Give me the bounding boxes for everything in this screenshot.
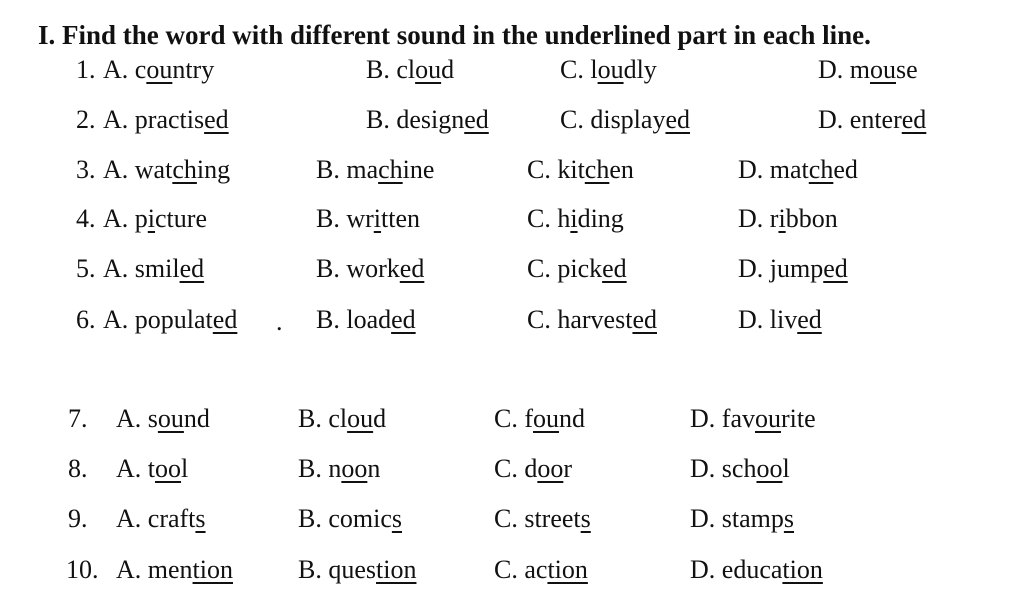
word-prefix: sch	[721, 454, 757, 483]
underlined-part: i	[373, 204, 382, 233]
option-letter: D.	[738, 254, 770, 283]
underlined-part: ch	[808, 155, 834, 184]
question-row	[0, 502, 1024, 542]
option-letter: D.	[690, 454, 722, 483]
underlined-part: oo	[341, 454, 368, 483]
answer-option[interactable]	[298, 553, 416, 587]
underlined-part: ou	[146, 55, 173, 84]
word-prefix: practis	[134, 105, 205, 134]
underlined-part: tion	[376, 555, 417, 584]
answer-option[interactable]	[690, 402, 816, 436]
question-number: 3.	[76, 155, 96, 184]
option-letter: C.	[527, 155, 558, 184]
underlined-part: ch	[172, 155, 197, 184]
answer-option[interactable]	[103, 53, 214, 87]
answer-option[interactable]	[116, 402, 210, 436]
answer-option[interactable]	[103, 103, 229, 137]
answer-option[interactable]	[116, 502, 206, 536]
option-letter: C.	[494, 404, 525, 433]
underlined-part: i	[778, 204, 786, 233]
underlined-part: ed	[391, 305, 416, 334]
answer-option[interactable]	[298, 402, 386, 436]
option-letter: A.	[116, 555, 148, 584]
option-letter: A.	[103, 305, 135, 334]
word-prefix: work	[346, 254, 400, 283]
word-prefix: enter	[849, 105, 902, 134]
word-prefix: wr	[346, 204, 374, 233]
underlined-part: ed	[399, 254, 425, 283]
option-letter: C.	[527, 254, 558, 283]
underlined-part: ed	[179, 254, 205, 283]
answer-option[interactable]	[103, 303, 237, 337]
answer-option[interactable]	[116, 452, 188, 486]
underlined-part: i	[570, 204, 578, 233]
answer-option[interactable]	[316, 202, 420, 236]
answer-option[interactable]	[103, 202, 207, 236]
word-prefix: mat	[769, 155, 809, 184]
option-letter: A.	[103, 204, 135, 233]
word-prefix: c	[134, 55, 147, 84]
underlined-part: ed	[204, 105, 229, 134]
word-prefix: display	[590, 105, 666, 134]
option-letter: C.	[527, 305, 558, 334]
word-prefix: jump	[769, 254, 824, 283]
underlined-part: ou	[597, 55, 624, 84]
underlined-part: i	[147, 204, 156, 233]
word-prefix: l	[590, 55, 598, 84]
word-prefix: h	[557, 204, 571, 233]
word-suffix: d	[441, 55, 455, 84]
word-prefix: fav	[721, 404, 755, 433]
option-letter: A.	[116, 404, 148, 433]
word-prefix: street	[524, 504, 581, 533]
answer-option[interactable]	[494, 452, 572, 486]
question-row	[0, 53, 1024, 93]
answer-option[interactable]	[690, 502, 794, 536]
option-letter: B.	[298, 555, 329, 584]
word-prefix: s	[147, 404, 158, 433]
word-prefix: comic	[328, 504, 392, 533]
question-number: 6.	[76, 305, 96, 334]
answer-option[interactable]	[818, 103, 926, 137]
option-letter: B.	[316, 305, 347, 334]
word-prefix: men	[147, 555, 193, 584]
underlined-part: ed	[797, 305, 822, 334]
question-number: 7.	[68, 404, 88, 433]
question-row	[0, 103, 1024, 143]
answer-option[interactable]	[560, 103, 690, 137]
question-number: 4.	[76, 204, 96, 233]
word-prefix: smil	[134, 254, 180, 283]
underlined-part: s	[195, 504, 206, 533]
word-prefix: liv	[769, 305, 798, 334]
word-suffix: tten	[381, 204, 421, 233]
answer-option[interactable]	[494, 553, 588, 587]
underlined-part: ch	[378, 155, 403, 184]
underlined-part: tion	[192, 555, 233, 584]
underlined-part: tion	[782, 555, 823, 584]
answer-option[interactable]	[366, 103, 489, 137]
option-letter: B.	[316, 204, 347, 233]
option-letter: D.	[818, 105, 850, 134]
option-letter: C.	[494, 555, 525, 584]
word-suffix: ntry	[172, 55, 215, 84]
word-suffix: ed	[833, 155, 858, 184]
option-letter: D.	[738, 155, 770, 184]
underlined-part: s	[580, 504, 591, 533]
word-suffix: l	[181, 454, 189, 483]
question-row	[0, 303, 1024, 343]
underlined-part: tion	[547, 555, 588, 584]
underlined-part: ch	[584, 155, 610, 184]
page-title: I. Find the word with different sound in the underlined part in each line.	[38, 20, 871, 50]
underlined-part: ou	[754, 404, 781, 433]
answer-option[interactable]	[316, 153, 434, 187]
underlined-part: oo	[537, 454, 564, 483]
answer-option[interactable]	[527, 202, 624, 236]
word-suffix: nd	[183, 404, 210, 433]
option-letter: B.	[366, 55, 397, 84]
answer-option[interactable]	[298, 452, 380, 486]
option-letter: B.	[366, 105, 397, 134]
option-letter: B.	[298, 404, 329, 433]
answer-option[interactable]	[690, 553, 823, 587]
option-letter: D.	[818, 55, 850, 84]
word-prefix: p	[134, 204, 148, 233]
word-prefix: pick	[557, 254, 603, 283]
word-suffix: ine	[402, 155, 435, 184]
word-prefix: cl	[396, 55, 416, 84]
underlined-part: ou	[533, 404, 560, 433]
underlined-part: ed	[212, 305, 238, 334]
word-suffix: l	[782, 454, 790, 483]
word-prefix: cl	[328, 404, 348, 433]
option-letter: A.	[103, 155, 135, 184]
underlined-part: ed	[823, 254, 848, 283]
word-prefix: kit	[557, 155, 585, 184]
answer-option[interactable]	[818, 53, 918, 87]
underlined-part: ou	[415, 55, 442, 84]
option-letter: A.	[116, 454, 148, 483]
option-letter: B.	[298, 504, 329, 533]
answer-option[interactable]	[366, 53, 454, 87]
word-prefix: craft	[147, 504, 196, 533]
word-suffix: r	[563, 454, 573, 483]
word-prefix: populat	[134, 305, 213, 334]
word-suffix: ing	[196, 155, 231, 184]
stray-mark: .	[276, 307, 283, 336]
underlined-part: oo	[155, 454, 182, 483]
underlined-part: s	[783, 504, 795, 533]
word-suffix: bbon	[785, 204, 838, 233]
answer-option[interactable]	[527, 252, 627, 286]
underlined-part: ed	[602, 254, 627, 283]
option-letter: D.	[690, 504, 722, 533]
word-prefix: d	[524, 454, 538, 483]
question-number: 8.	[68, 454, 88, 483]
word-prefix: m	[849, 55, 871, 84]
answer-option[interactable]	[738, 153, 858, 187]
question-number: 9.	[68, 504, 88, 533]
word-prefix: harvest	[557, 305, 633, 334]
answer-option[interactable]	[494, 502, 591, 536]
option-letter: A.	[103, 55, 135, 84]
question-row	[0, 452, 1024, 492]
option-letter: C.	[560, 55, 591, 84]
answer-option[interactable]	[527, 303, 657, 337]
option-letter: B.	[298, 454, 329, 483]
option-letter: B.	[316, 155, 347, 184]
option-letter: C.	[527, 204, 558, 233]
question-row	[0, 402, 1024, 442]
answer-option[interactable]	[316, 303, 416, 337]
word-suffix: dly	[623, 55, 657, 84]
word-suffix: nd	[559, 404, 586, 433]
underlined-part: ed	[901, 105, 927, 134]
word-prefix: stamp	[721, 504, 784, 533]
answer-option[interactable]	[103, 153, 230, 187]
underlined-part: oo	[756, 454, 783, 483]
option-letter: D.	[738, 305, 770, 334]
word-prefix: n	[328, 454, 342, 483]
word-suffix: se	[896, 55, 918, 84]
underlined-part: ed	[632, 305, 657, 334]
word-prefix: ques	[328, 555, 377, 584]
answer-option[interactable]	[116, 553, 233, 587]
option-letter: D.	[690, 555, 722, 584]
question-row	[0, 153, 1024, 193]
underlined-part: ed	[464, 105, 489, 134]
word-suffix: cture	[155, 204, 207, 233]
question-number: 2.	[76, 105, 96, 134]
word-prefix: educa	[721, 555, 783, 584]
question-number: 5.	[76, 254, 96, 283]
answer-option[interactable]	[738, 252, 848, 286]
word-suffix: en	[609, 155, 634, 184]
question-row	[0, 252, 1024, 292]
option-letter: A.	[116, 504, 148, 533]
word-prefix: r	[769, 204, 779, 233]
word-suffix: d	[373, 404, 387, 433]
answer-option[interactable]	[316, 252, 424, 286]
question-number: 10.	[66, 555, 99, 584]
word-prefix: wat	[134, 155, 173, 184]
answer-option[interactable]	[690, 452, 790, 486]
answer-option[interactable]	[738, 303, 822, 337]
word-prefix: ma	[346, 155, 379, 184]
word-prefix: f	[524, 404, 534, 433]
underlined-part: ou	[157, 404, 184, 433]
option-letter: D.	[690, 404, 722, 433]
question-row	[0, 553, 1024, 593]
word-suffix: ding	[577, 204, 624, 233]
question-row	[0, 202, 1024, 242]
underlined-part: ed	[665, 105, 690, 134]
answer-option[interactable]	[527, 153, 634, 187]
option-letter: D.	[738, 204, 770, 233]
option-letter: C.	[494, 454, 525, 483]
underlined-part: ou	[347, 404, 374, 433]
underlined-part: s	[391, 504, 402, 533]
word-suffix: rite	[780, 404, 816, 433]
option-letter: C.	[494, 504, 525, 533]
option-letter: A.	[103, 254, 135, 283]
answer-option[interactable]	[298, 502, 402, 536]
answer-option[interactable]	[560, 53, 657, 87]
option-letter: A.	[103, 105, 135, 134]
answer-option[interactable]	[103, 252, 204, 286]
underlined-part: ou	[870, 55, 897, 84]
answer-option[interactable]	[738, 202, 838, 236]
word-prefix: ac	[524, 555, 548, 584]
question-number: 1.	[76, 55, 96, 84]
word-prefix: load	[346, 305, 392, 334]
word-prefix: design	[396, 105, 465, 134]
word-suffix: n	[367, 454, 381, 483]
option-letter: C.	[560, 105, 591, 134]
option-letter: B.	[316, 254, 347, 283]
answer-option[interactable]	[494, 402, 585, 436]
word-prefix: t	[147, 454, 156, 483]
